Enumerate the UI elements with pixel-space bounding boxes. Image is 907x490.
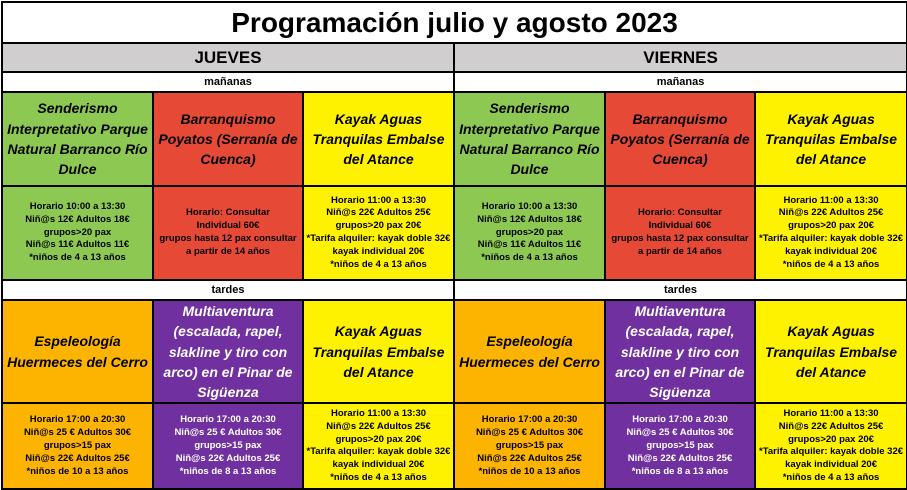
detail-line: *Tarifa alquiler: kayak doble 32€ [759, 233, 904, 244]
activity-name-barranquismo: Barranquismo Poyatos (Serranía de Cuenca) [153, 92, 303, 186]
detail-line: grupos>20 pax [43, 226, 112, 238]
activity-details [454, 403, 605, 489]
detail-line: Horario 10:00 a 13:30 [481, 200, 578, 212]
activity-details [605, 403, 755, 489]
detail-line: *niños de 10 a 13 años [478, 465, 581, 477]
activity-details [153, 403, 303, 489]
day-header-jueves: JUEVES [2, 43, 454, 72]
detail-line: Niñ@s 25 € Adultos 30€ [475, 427, 584, 439]
detail-line: Niñ@s 12€ Adultos 18€ [477, 213, 582, 225]
detail-line: a partir de 14 años [186, 245, 270, 257]
activity-name-senderismo: Senderismo Interpretativo Parque Natural Barranco Río Dulce [454, 92, 605, 186]
activity-name-kayak: Kayak Aguas Tranquilas Embalse del Atance [755, 300, 907, 403]
detail-line: Niñ@s 25 € Adultos 30€ [626, 427, 734, 439]
detail-line: Horario 11:00 a 13:30 [330, 194, 427, 206]
activity-name-espeleologia: Espeleología Huermeces del Cerro [454, 300, 605, 403]
activity-name-barranquismo: Barranquismo Poyatos (Serranía de Cuenca) [605, 92, 755, 186]
detail-line: Horario: Consultar [186, 207, 270, 219]
detail-line: grupos>20 pax 20€ [788, 220, 874, 232]
detail-line: *niños de 4 a 13 años [29, 252, 126, 264]
detail-line: Niñ@s 22€ Adultos 25€ [25, 452, 130, 464]
detail-line: Horario 17:00 a 20:30 [180, 414, 276, 426]
detail-line: grupos>20 pax 20€ [335, 433, 422, 445]
detail-line: Horario: Consultar [638, 207, 722, 219]
detail-line: *niños de 4 a 13 años [782, 258, 880, 270]
activity-name-kayak: Kayak Aguas Tranquilas Embalse del Atance [755, 92, 907, 186]
activity-details [303, 186, 454, 280]
detail-line: *niños de 4 a 13 años [481, 252, 578, 264]
detail-line: Horario 17:00 a 20:30 [29, 414, 126, 426]
detail-line: Niñ@s 25 € Adultos 30€ [174, 427, 282, 439]
detail-line: kayak individual 20€ [785, 459, 877, 471]
detail-line: grupos>20 pax 20€ [335, 220, 422, 232]
detail-line: kayak individual 20€ [785, 245, 877, 257]
detail-line: *niños de 8 a 13 años [179, 465, 277, 477]
activity-name-multiaventura: Multiaventura (escalada, rapel, slakline y tiro con arco) en el Pinar de Sigüenza [153, 300, 303, 403]
schedule-table [1, 1, 907, 490]
detail-line: *Tarifa alquiler: kayak doble 32€ [306, 233, 451, 244]
activity-name-kayak: Kayak Aguas Tranquilas Embalse del Atance [303, 300, 454, 403]
detail-line: Niñ@s 22€ Adultos 25€ [326, 207, 431, 219]
detail-line: grupos hasta 12 pax consultar [159, 233, 297, 244]
detail-line: kayak individual 20€ [332, 459, 425, 471]
detail-line: Niñ@s 22€ Adultos 25€ [627, 452, 733, 464]
activity-details [153, 186, 303, 280]
detail-line: Niñ@s 22€ Adultos 25€ [477, 452, 582, 464]
detail-line: *niños de 4 a 13 años [330, 258, 427, 270]
detail-line: *Tarifa alquiler: kayak doble 32€ [306, 446, 451, 458]
detail-line: Niñ@s 11€ Adultos 11€ [477, 239, 582, 251]
activity-details [2, 186, 153, 280]
detail-line: Individual 60€ [648, 220, 712, 232]
detail-line: Horario 10:00 a 13:30 [29, 200, 126, 212]
page-title: Programación julio y agosto 2023 [2, 2, 907, 43]
day-header-viernes: VIERNES [454, 43, 907, 72]
detail-line: grupos>15 pax [43, 440, 112, 452]
detail-line: grupos>15 pax [646, 440, 714, 452]
activity-details [2, 403, 153, 489]
activity-name-multiaventura: Multiaventura (escalada, rapel, slakline y tiro con arco) en el Pinar de Sigüenza [605, 300, 755, 403]
activity-details [755, 403, 907, 489]
detail-line: grupos>15 pax [495, 440, 564, 452]
activity-details [454, 186, 605, 280]
detail-line: *niños de 4 a 13 años [782, 472, 880, 484]
detail-line: grupos>20 pax 20€ [788, 433, 874, 445]
slot-label-morning: mañanas [454, 72, 907, 92]
detail-line: *niños de 8 a 13 años [631, 465, 729, 477]
slot-label-afternoon: tardes [454, 280, 907, 300]
detail-line: Niñ@s 22€ Adultos 25€ [326, 420, 431, 432]
detail-line: *niños de 4 a 13 años [330, 472, 427, 484]
detail-line: Niñ@s 22€ Adultos 25€ [778, 420, 884, 432]
detail-line: Horario 17:00 a 20:30 [632, 414, 728, 426]
detail-line: Individual 60€ [196, 220, 260, 232]
activity-name-kayak: Kayak Aguas Tranquilas Embalse del Atance [303, 92, 454, 186]
detail-line: Horario 11:00 a 13:30 [330, 408, 427, 420]
detail-line: Niñ@s 25 € Adultos 30€ [23, 427, 132, 439]
detail-line: Horario 11:00 a 13:30 [783, 408, 879, 420]
activity-details [605, 186, 755, 280]
detail-line: Niñ@s 11€ Adultos 11€ [25, 239, 130, 251]
detail-line: Horario 11:00 a 13:30 [783, 194, 879, 206]
detail-line: Niñ@s 12€ Adultos 18€ [25, 213, 130, 225]
activity-details [755, 186, 907, 280]
detail-line: a partir de 14 años [638, 245, 722, 257]
detail-line: *Tarifa alquiler: kayak doble 32€ [759, 446, 904, 458]
detail-line: grupos>15 pax [194, 440, 262, 452]
detail-line: grupos hasta 12 pax consultar [611, 233, 749, 244]
activity-name-espeleologia: Espeleología Huermeces del Cerro [2, 300, 153, 403]
slot-label-morning: mañanas [2, 72, 454, 92]
detail-line: Niñ@s 22€ Adultos 25€ [778, 207, 884, 219]
slot-label-afternoon: tardes [2, 280, 454, 300]
detail-line: kayak individual 20€ [332, 245, 425, 257]
detail-line: *niños de 10 a 13 años [26, 465, 129, 477]
activity-name-senderismo: Senderismo Interpretativo Parque Natural Barranco Río Dulce [2, 92, 153, 186]
detail-line: Niñ@s 22€ Adultos 25€ [175, 452, 281, 464]
activity-details [303, 403, 454, 489]
detail-line: grupos>20 pax [495, 226, 564, 238]
detail-line: Horario 17:00 a 20:30 [481, 414, 578, 426]
